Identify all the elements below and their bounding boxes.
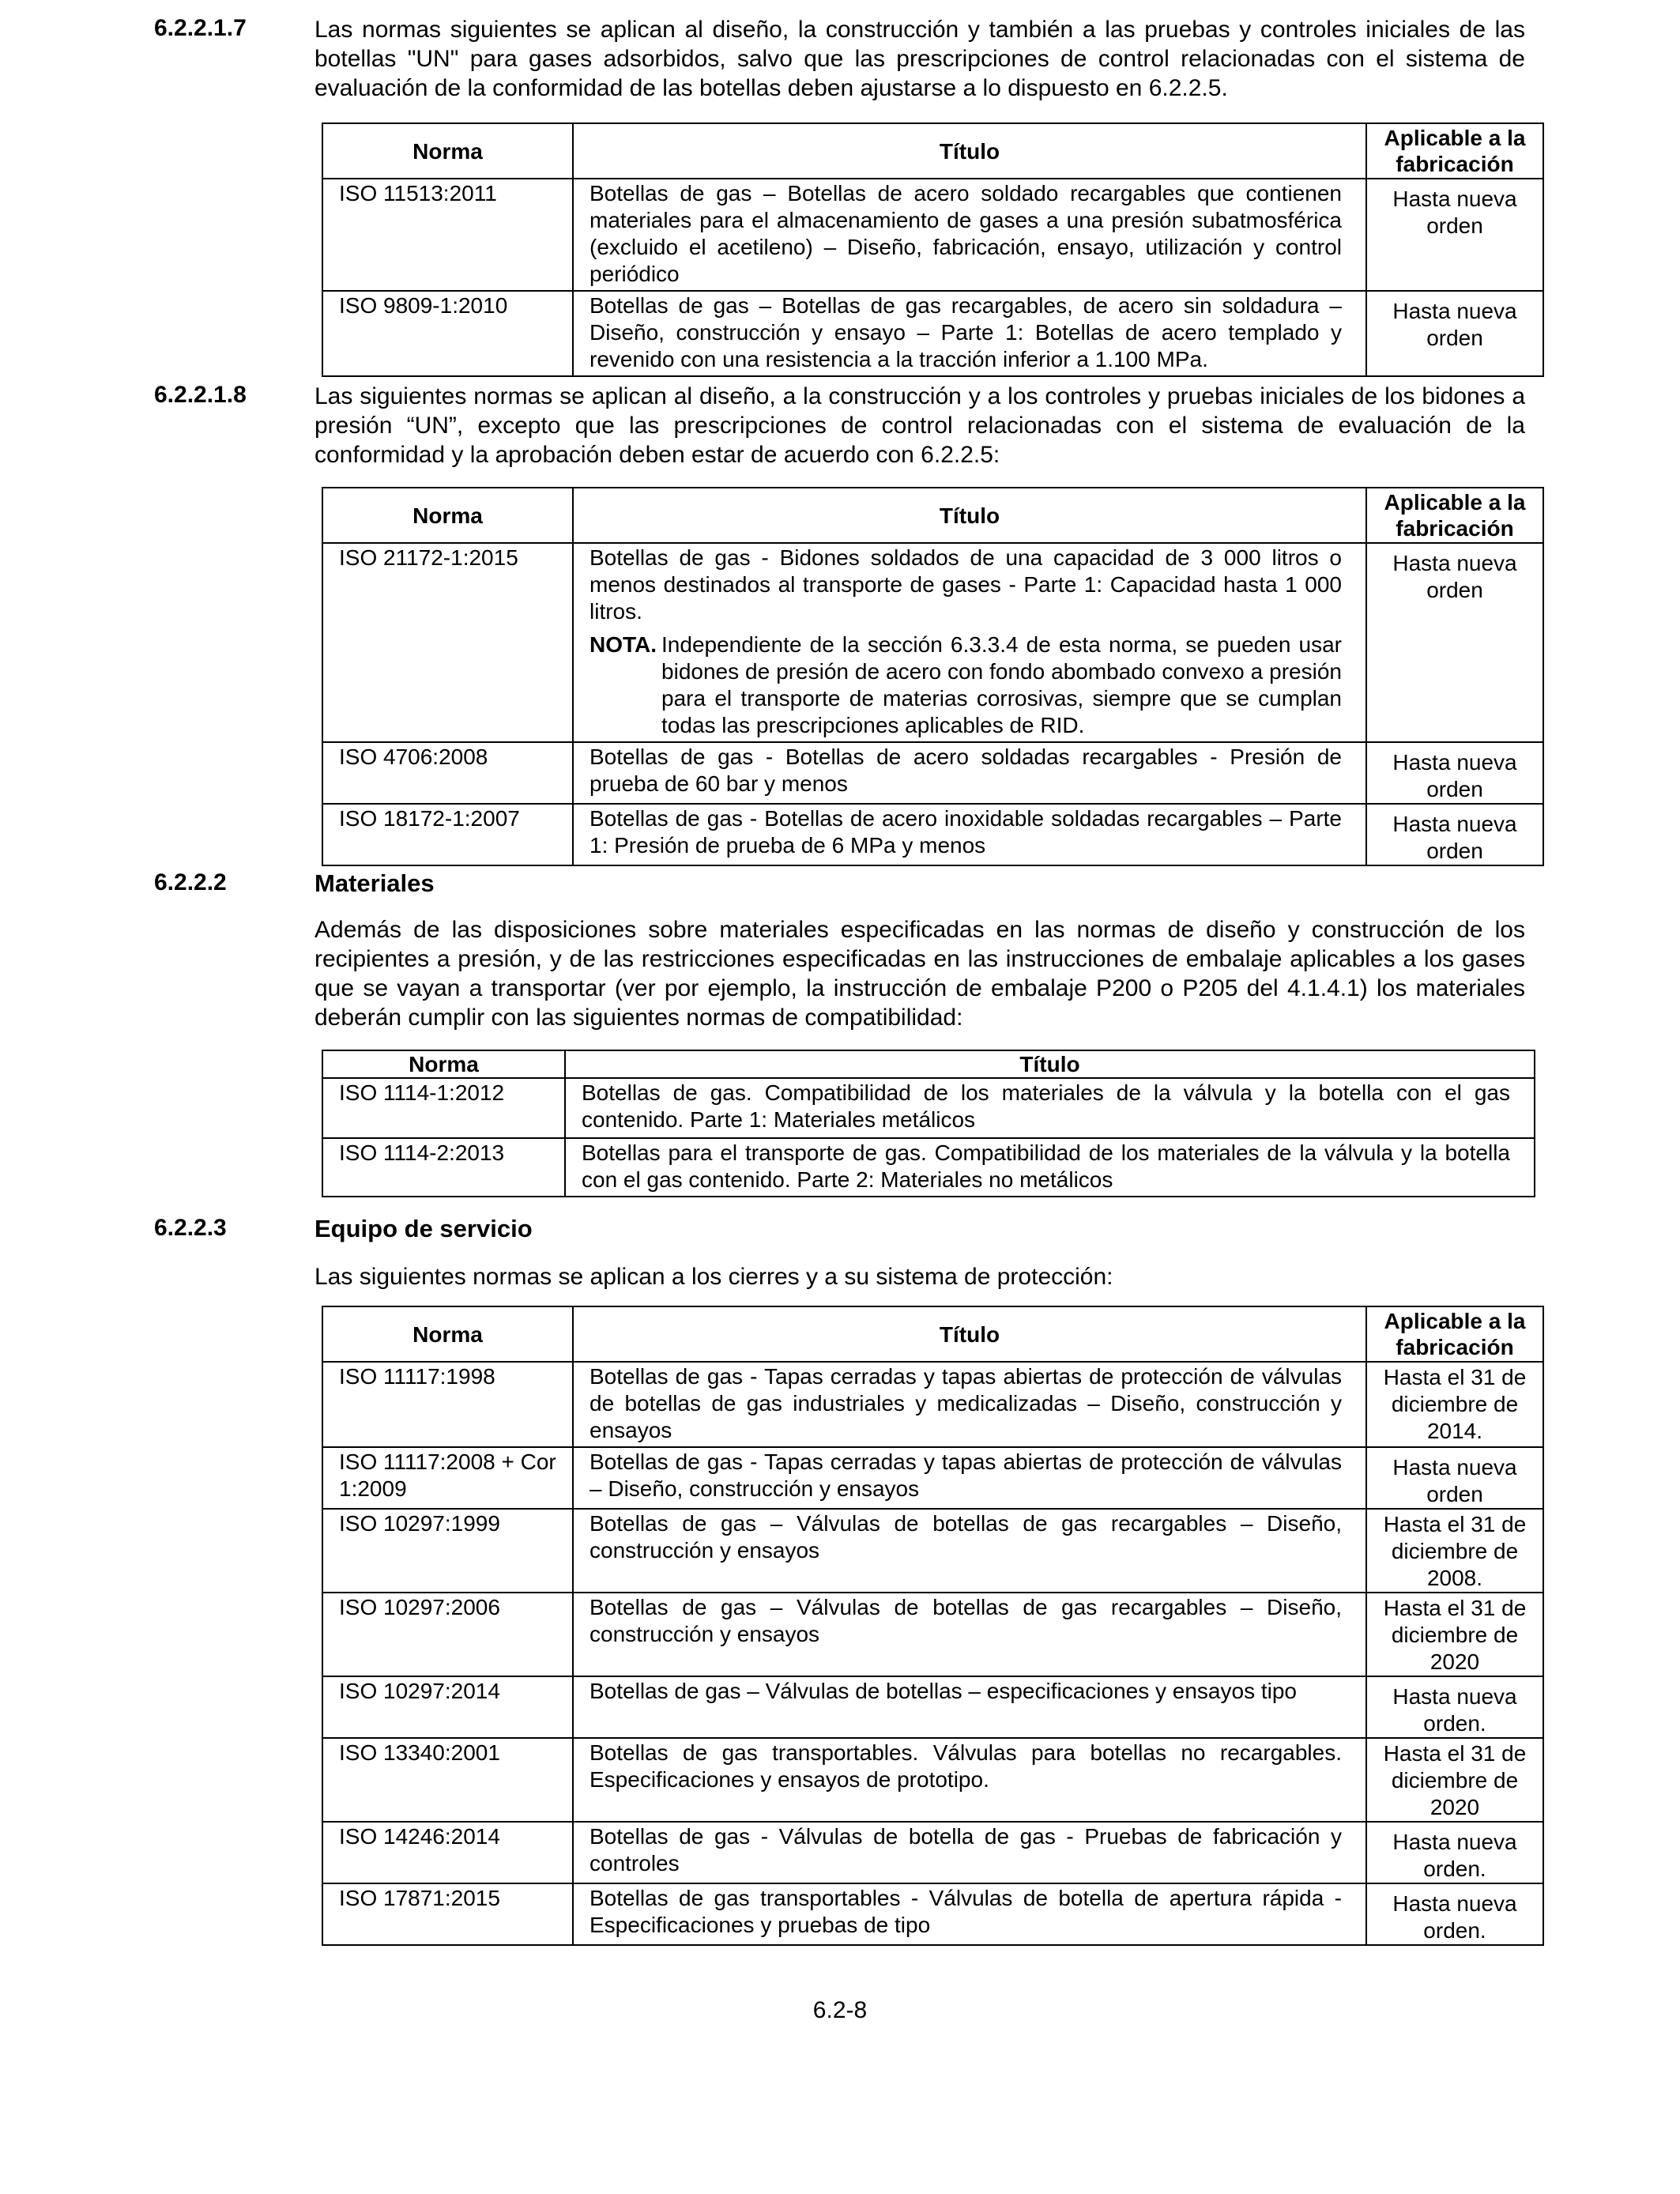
cell-titulo: Botellas de gas – Válvulas de botellas de gas recargables – Diseño, construcción y ensayos [573,1509,1366,1593]
cell-norma: ISO 21172-1:2015 [322,543,573,742]
section-heading: Materiales [315,869,435,897]
cell-titulo [573,543,1366,742]
cell-norma: ISO 1114-2:2013 [322,1138,565,1197]
table-row [322,179,1543,291]
note-label: NOTA. [590,632,657,657]
title-text: Botellas de gas - Bidones soldados de una capacidad de 3 000 litros o menos destinados al transporte de gases - Parte 1: Capacidad hasta 1 000 litros. [590,545,1342,624]
cell-titulo: Botellas de gas. Compatibilidad de los materiales de la válvula y la botella con el gas contenido. Parte 1: Materiales metálicos [565,1078,1535,1138]
cell-norma: ISO 17871:2015 [322,1883,573,1945]
section-heading: Equipo de servicio [315,1215,533,1242]
cell-titulo: Botellas de gas – Válvulas de botellas de gas recargables – Diseño, construcción y ensayos [573,1593,1366,1676]
cell-titulo: Botellas de gas - Botellas de acero inoxidable soldadas recargables – Parte 1: Presión de prueba de 6 MPa y menos [573,804,1366,865]
note [590,631,1342,739]
cell-aplicable: Hasta nueva orden. [1366,1883,1543,1945]
column-header-aplicable: Aplicable a la fabricación [1366,488,1543,543]
cell-titulo: Botellas de gas – Botellas de gas recargables, de acero sin soldadura – Diseño, construcción y ensayo – Parte 1: Botellas de acero templado y revenido con una resistencia a la tracción inferior a 1.100 MPa. [573,291,1366,376]
cell-norma: ISO 11117:2008 + Cor 1:2009 [322,1447,573,1509]
standards-table [322,123,1544,377]
cell-norma: ISO 11513:2011 [322,179,573,291]
cell-norma: ISO 14246:2014 [322,1822,573,1883]
table-row [322,1447,1543,1509]
table-row [322,1738,1543,1822]
table-row [322,1362,1543,1447]
section-number: 6.2.2.1.8 [154,382,247,408]
paragraph: Las siguientes normas se aplican al diseño, a la construcción y a los controles y pruebas iniciales de los bidones a presión “UN”, excepto que las prescripciones de control relacionadas con el sistema de evaluación de la conformidad y la aprobación deben estar de acuerdo con 6.2.2.5: [315,383,1525,468]
column-header-norma: Norma [322,123,573,179]
table-row [322,1509,1543,1593]
table-row [322,1138,1535,1197]
cell-aplicable: Hasta el 31 de diciembre de 2020 [1366,1593,1543,1676]
cell-aplicable: Hasta nueva orden [1366,291,1543,376]
paragraph: Las normas siguientes se aplican al diseño, la construcción y también a las pruebas y controles iniciales de las botellas "UN" para gases adsorbidos, salvo que las prescripciones de control relacionadas con el sistema de evaluación de la conformidad de las botellas deben ajustarse a lo dispuesto en 6.2.2.5. [315,17,1525,101]
cell-norma: ISO 10297:2014 [322,1676,573,1738]
section-number: 6.2.2.2 [154,869,227,895]
cell-titulo: Botellas de gas - Válvulas de botella de gas - Pruebas de fabricación y controles [573,1822,1366,1883]
column-header-aplicable: Aplicable a la fabricación [1366,123,1543,179]
cell-aplicable: Hasta el 31 de diciembre de 2014. [1366,1362,1543,1447]
table-row [322,1822,1543,1883]
cell-aplicable: Hasta nueva orden [1366,1447,1543,1509]
column-header-aplicable: Aplicable a la fabricación [1366,1306,1543,1362]
cell-norma: ISO 1114-1:2012 [322,1078,565,1138]
note-text: Independiente de la sección 6.3.3.4 de esta norma, se pueden usar bidones de presión de acero con fondo abombado convexo a presión para el transporte de materias corrosivas, siempre que se cumplan todas las prescripciones aplicables de RID. [661,632,1342,737]
column-header-titulo: Título [573,123,1366,179]
paragraph: Además de las disposiciones sobre materiales especificadas en las normas de diseño y construcción de los recipientes a presión, y de las restricciones especificadas en las instrucciones de embalaje aplicables a los gases que se vayan a transportar (ver por ejemplo, la instrucción de embalaje P200 o P205 del 4.1.4.1) los materiales deberán cumplir con las siguientes normas de compatibilidad: [315,917,1525,1031]
standards-table [322,487,1544,866]
column-header-norma: Norma [322,488,573,543]
cell-norma: ISO 10297:2006 [322,1593,573,1676]
table-row [322,742,1543,804]
column-header-norma: Norma [322,1050,565,1078]
cell-aplicable: Hasta nueva orden. [1366,1676,1543,1738]
cell-norma: ISO 9809-1:2010 [322,291,573,376]
cell-aplicable: Hasta nueva orden. [1366,1822,1543,1883]
cell-aplicable: Hasta el 31 de diciembre de 2020 [1366,1738,1543,1822]
cell-norma: ISO 13340:2001 [322,1738,573,1822]
standards-table [322,1050,1535,1197]
table-row [322,1676,1543,1738]
cell-norma: ISO 11117:1998 [322,1362,573,1447]
cell-titulo: Botellas de gas - Tapas cerradas y tapas abiertas de protección de válvulas de botellas de gas industriales y medicalizadas – Diseño, construcción y ensayos [573,1362,1366,1447]
table-row [322,291,1543,376]
cell-titulo: Botellas para el transporte de gas. Compatibilidad de los materiales de la válvula y la botella con el gas contenido. Parte 2: Materiales no metálicos [565,1138,1535,1197]
cell-aplicable: Hasta nueva orden [1366,179,1543,291]
cell-titulo: Botellas de gas - Botellas de acero soldadas recargables - Presión de prueba de 60 bar y menos [573,742,1366,804]
column-header-titulo: Título [573,1306,1366,1362]
cell-norma: ISO 18172-1:2007 [322,804,573,865]
cell-aplicable: Hasta nueva orden [1366,742,1543,804]
table-row [322,543,1543,742]
column-header-titulo: Título [565,1050,1535,1078]
cell-titulo: Botellas de gas transportables - Válvulas de botella de apertura rápida - Especificaciones y pruebas de tipo [573,1883,1366,1945]
table-row [322,1078,1535,1138]
table-row [322,1883,1543,1945]
cell-titulo: Botellas de gas transportables. Válvulas para botellas no recargables. Especificaciones y ensayos de prototipo. [573,1738,1366,1822]
cell-titulo: Botellas de gas – Botellas de acero soldado recargables que contienen materiales para el almacenamiento de gases a una presión subatmosférica (excluido el acetileno) – Diseño, fabricación, ensayo, utilización y control periódico [573,179,1366,291]
section-number: 6.2.2.3 [154,1215,227,1241]
column-header-norma: Norma [322,1306,573,1362]
cell-aplicable: Hasta el 31 de diciembre de 2008. [1366,1509,1543,1593]
table-row [322,1593,1543,1676]
paragraph: Las siguientes normas se aplican a los cierres y a su sistema de protección: [315,1264,1113,1290]
cell-titulo: Botellas de gas – Válvulas de botellas – especificaciones y ensayos tipo [573,1676,1366,1738]
cell-aplicable: Hasta nueva orden [1366,543,1543,742]
column-header-titulo: Título [573,488,1366,543]
section-number: 6.2.2.1.7 [154,15,247,41]
cell-titulo: Botellas de gas - Tapas cerradas y tapas abiertas de protección de válvulas – Diseño, construcción y ensayos [573,1447,1366,1509]
table-row [322,804,1543,865]
cell-aplicable: Hasta nueva orden [1366,804,1543,865]
page-number: 6.2-8 [812,1997,868,2023]
cell-norma: ISO 4706:2008 [322,742,573,804]
standards-table [322,1306,1544,1946]
cell-norma: ISO 10297:1999 [322,1509,573,1593]
